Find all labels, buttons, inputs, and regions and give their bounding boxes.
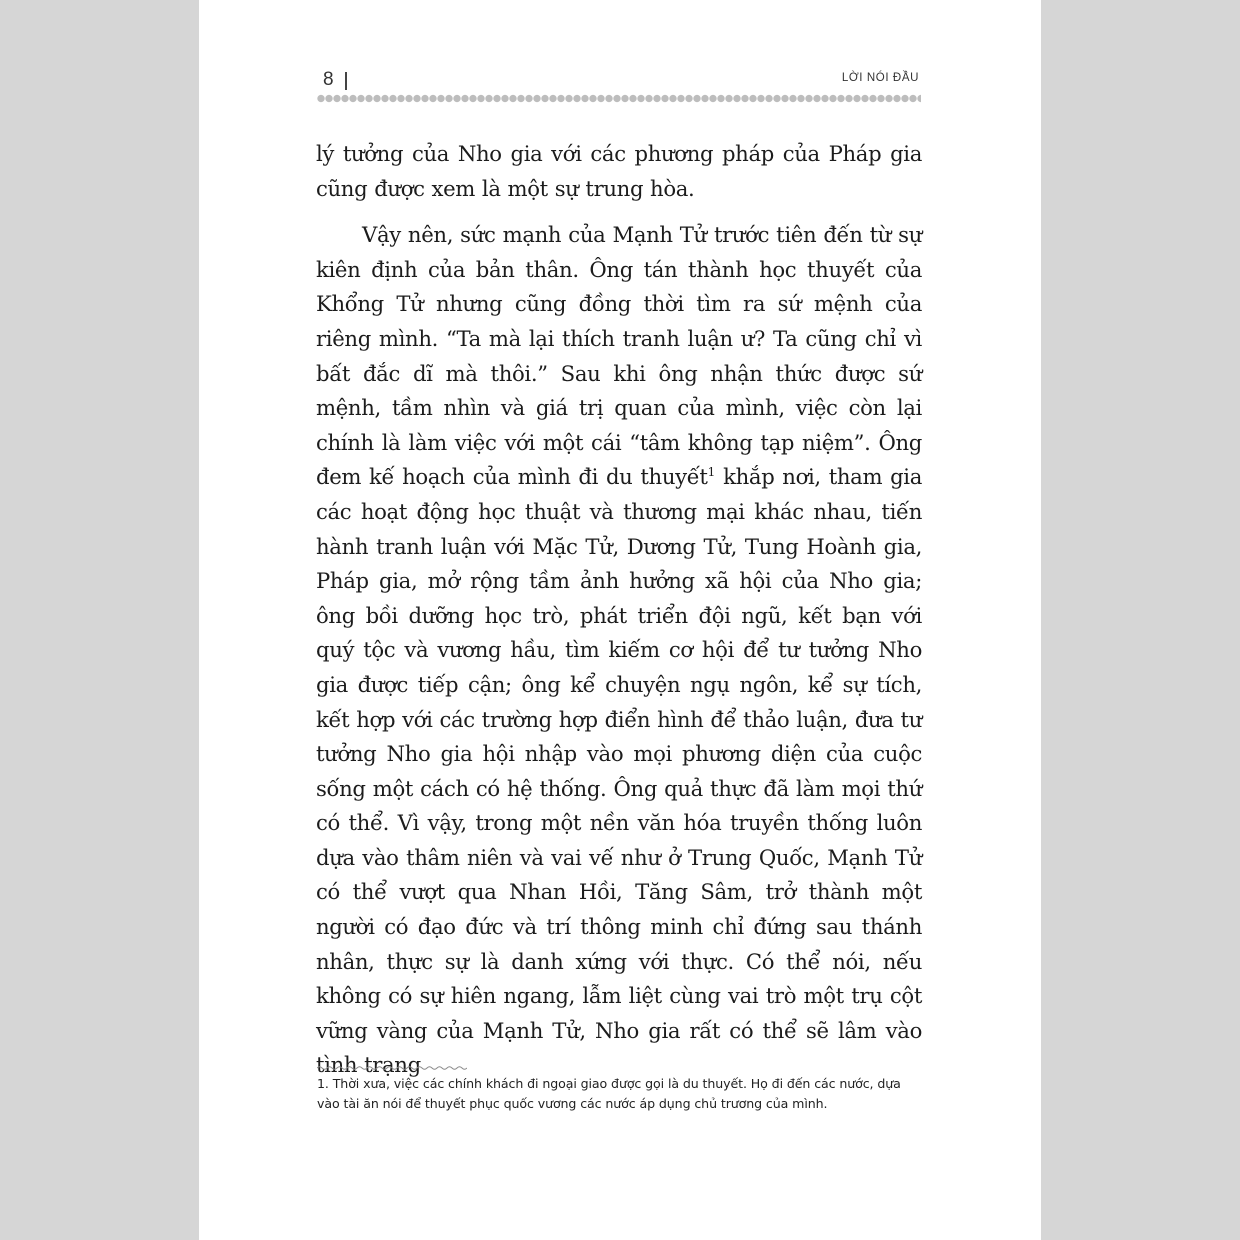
paragraph-continued: lý tưởng của Nho gia với các phương pháp của Pháp gia cũng được xem là một sự trung hòa. xyxy=(316,141,922,201)
chapter-title: LỜI NÓI ĐẦU xyxy=(841,72,919,84)
header-separator xyxy=(345,72,347,90)
main-text xyxy=(316,137,922,1083)
footnote-reference: 1 xyxy=(707,465,716,480)
book-page xyxy=(199,0,1041,1240)
page-number: 8 xyxy=(323,69,335,90)
footnote-text: 1. Thời xưa, việc các chính khách đi ngoại giao được gọi là du thuyết. Họ đi đến các nước, dựa vào tài ăn nói để thuyết phục quốc vương các nước áp dụng chủ trương của mình. xyxy=(317,1076,901,1111)
paragraph-main xyxy=(316,218,922,1083)
dotted-header-rule xyxy=(317,94,921,103)
paragraph-text-before-note: Vậy nên, sức mạnh của Mạnh Tử trước tiên đến từ sự kiên định của bản thân. Ông tán thành học thuyết của Khổng Tử nhưng cũng đồng thời tìm ra sứ mệnh của riêng mình. “Ta mà lại thích tranh luận ư? Ta cũng chỉ vì bất đắc dĩ mà thôi.” Sau khi ông nhận thức được sứ mệnh, tầm nhìn và giá trị quan của mình, việc còn lại chính là làm việc với một cái “tâm không tạp niệm”. Ông đem kế hoạch của mình đi du thuyết xyxy=(316,222,922,490)
running-header xyxy=(317,66,921,102)
paragraph-text-after-note: khắp nơi, tham gia các hoạt động học thuật và thương mại khác nhau, tiến hành tranh luận với Mặc Tử, Dương Tử, Tung Hoành gia, Pháp gia, mở rộng tầm ảnh hưởng xã hội của Nho gia; ông bồi dưỡng học trò, phát triển đội ngũ, kết bạn với quý tộc và vương hầu, tìm kiếm cơ hội để tư tưởng Nho gia được tiếp cận; ông kể chuyện ngụ ngôn, kể sự tích, kết hợp với các trường hợp điển hình để thảo luận, đưa tư tưởng Nho gia hội nhập vào mọi phương diện của cuộc sống một cách có hệ thống. Ông quả thực đã làm mọi thứ có thể. Vì vậy, trong một nền văn hóa truyền thống luôn dựa vào thâm niên và vai vế như ở Trung Quốc, Mạnh Tử có thể vượt qua Nhan Hồi, Tăng Sâm, trở thành một người có đạo đức và trí thông minh chỉ đứng sau thánh nhân, thực sự là danh xứng với thực. Có thể nói, nếu không có sự hiên ngang, lẫm liệt cùng vai trò một trụ cột vững vàng của Mạnh Tử, Nho gia rất có thể sẽ lâm vào tình trạng xyxy=(316,464,922,1078)
footnote-wavy-rule xyxy=(317,1065,467,1071)
